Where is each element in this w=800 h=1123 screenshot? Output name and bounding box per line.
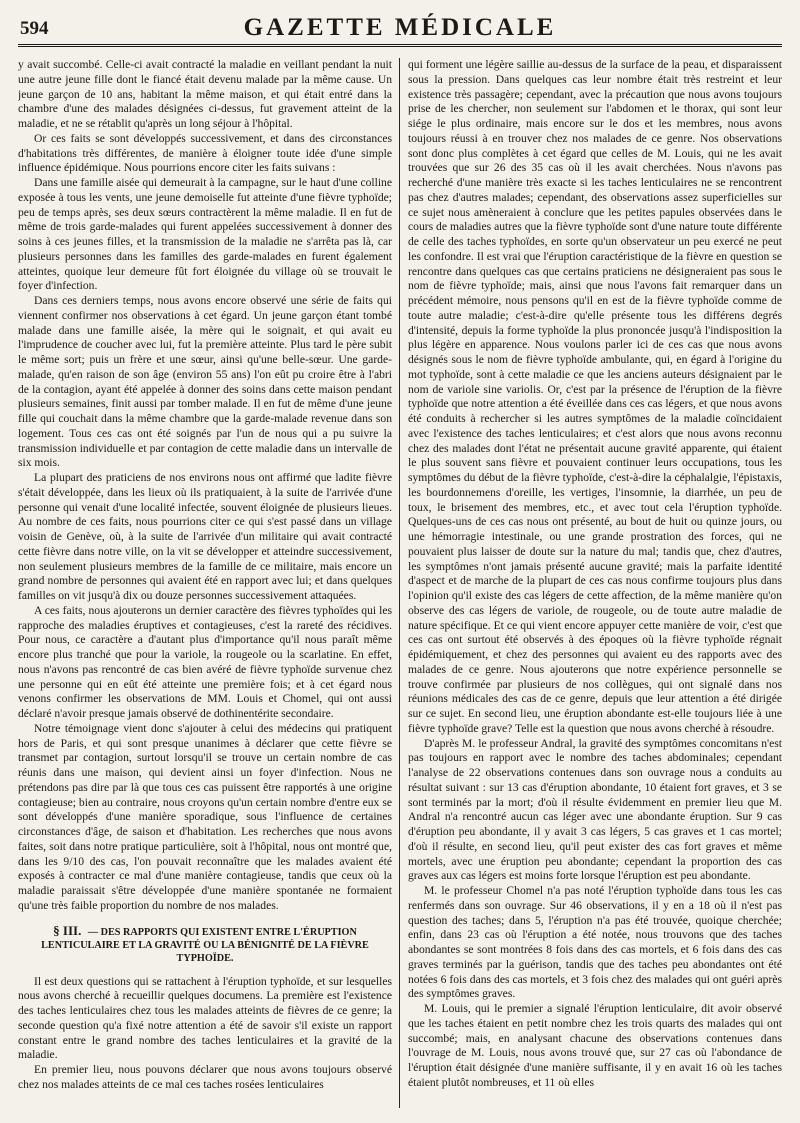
paragraph: D'après M. le professeur Andral, la gravité des symptômes concomitans n'est pas toujours en rapport avec le nombre des taches abdominales; cependant l'analyse de 22 observations contenues dans son ouvrage nous a conduits au résultat suivant : sur 13 cas d'éruption abondante, 10 étaient fort graves, et 3 se sont terminés par la mort; d'où il résulte évidemment en premier lieu que M. Andral n'a rencontré aucun cas léger avec une abondante éruption. Sur 9 cas d'éruption peu abondante, il y avait 3 cas légers, 5 cas graves et 1 cas mortel; d'où il résulte, en second lieu, qu'il peut exister des cas fort graves et même mortels, avec une éruption peu abondante; cependant la proportion des cas graves aux cas légers est moins forte lorsque l'éruption est peu abondante. [408,736,782,883]
paragraph: A ces faits, nous ajouterons un dernier caractère des fièvres typhoïdes qui les rapproche des maladies éruptives et contagieuses, c'est la rareté des récidives. Pour nous, ce caractère a d'autant plus d'importance qu'il nous paraît même encore plus tranché que pour la variole, la rougeole ou la scarlatine. En effet, nous n'avons pas rencontré de cas bien avéré de fièvre typhoïde survenue chez une personne qui en eût été atteinte une première fois; et à cet égard nous venons confirmer les observations de MM. Louis et Chomel, qui ont aussi déclaré n'avoir presque jamais observé de dothinentérite secondaire. [18,603,392,720]
paragraph: M. Louis, qui le premier a signalé l'éruption lenticulaire, dit avoir observé que les taches étaient en petit nombre chez les trois quarts des malades qui ont succombé; mais, en analysant chacune des observations contenues dans l'ouvrage de M. Louis, nous avons trouvé que, sur 27 cas où l'abondance de l'éruption était désignée d'une manière suffisante, il y en avait 16 où les taches étaient plutôt nombreuses, et 11 où elles [408,1002,782,1089]
section-heading [18,924,392,965]
paragraph: Dans une famille aisée qui demeurait à la campagne, sur le haut d'une colline exposée à tous les vents, une jeune demoiselle fut atteinte d'une fièvre typhoïde; peu de temps après, ses deux sœurs contractèrent la même maladie. Il en fut de même de trois garde-malades qui furent appelées successivement à donner des soins à ces jeunes filles, et la transmission de la maladie ne s'arrêta pas là, car plusieurs personnes dans les familles des garde-malades en furent également atteintes, quoique leur demeure fût fort éloignée du village où se trouvait le foyer d'infection. [18,176,392,293]
section-title: — DES RAPPORTS QUI EXISTENT ENTRE L'ÉRUPTION LENTICULAIRE ET LA GRAVITÉ OU LA BÉNIGNITÉ DE LA FIÈVRE TYPHOÏDE. [41,926,369,964]
paragraph: Dans ces derniers temps, nous avons encore observé une série de faits qui viennent confirmer nos observations à cet égard. Un jeune garçon étant tombé malade dans une famille aisée, la mère qui le soignait, et qui avait eu l'imprudence de coucher avec lui, fut la première atteinte. Plus tard le père subit le même sort; puis un frère et une sœur, ainsi qu'une belle-sœur. Une garde-malade, qu'en raison de son âge (environ 55 ans) l'on eût pu croire être à l'abri de la contagion, ayant été appelée à donner des soins dans cette maison pendant plusieurs semaines, finit aussi par tomber malade. Il en fut de même d'une jeune fille qui couchait dans la même chambre que la garde-malade revenue dans son logement. Tous ces cas ont été soignés par l'un de nous qui a pu suivre la transmission individuelle et par contagion de cette maladie dans un intervalle de six mois. [18,294,392,470]
page-header [18,10,782,47]
column-divider [399,58,400,1108]
right-column [408,58,782,1114]
paragraph: y avait succombé. Celle-ci avait contracté la maladie en veillant pendant la nuit une autre jeune fille dont le fiancé était devenu malade par la même cause. Un jeune garçon de 10 ans, habitant la même maison, et qui était entré dans la chambre d'une des malades désignées ci-dessus, fut gravement atteint de la maladie, et ne se rétablit qu'après un long séjour à l'hôpital. [18,58,392,130]
paragraph: Notre témoignage vient donc s'ajouter à celui des médecins qui pratiquent hors de Paris, et qui sont presque unanimes à déclarer que cette fièvre se transmet par contagion, surtout lorsqu'il se trouve un certain nombre de cas réunis dans une maison, qui devient ainsi un foyer d'infection. Nous ne prétendons pas dire par là que tous ces cas puissent être rapportés à une origine contagieuse; bien au contraire, nous croyons qu'un certain nombre d'entre eux se sont développés d'une manière sporadique, sous l'influence de certaines circonstances d'âge, de saison et d'habitation. Les recherches que nous avons faites, soit dans notre pratique particulière, soit à l'hôpital, nous ont montré que, dans les 9/10 des cas, l'on pouvait reconnaître que les malades avaient été exposés à contracter ce mal d'une manière contagieuse, tandis que ceux où la maladie paraissait s'être développée d'une manière spontanée ne formaient qu'une très faible proportion du nombre de nos malades. [18,721,392,912]
paragraph: M. le professeur Chomel n'a pas noté l'éruption typhoïde dans tous les cas renfermés dans son ouvrage. Sur 46 observations, il y en a 18 où il n'est pas question des taches; dans 5, l'éruption n'a pas été trouvée, quoique cherchée; enfin, dans 23 cas où l'éruption a été notée, nous trouvons que des taches abondantes se sont montrées 8 fois dans des cas mortels, et 6 fois dans des cas graves terminés par la guérison, tandis que des taches peu abondantes ont été notées 6 fois dans des cas mortels, et 3 fois chez des malades qui ont guéri après des symptômes graves. [408,884,782,1001]
page-number: 594 [20,18,49,39]
paragraph: qui forment une légère saillie au-dessus de la surface de la peau, et disparaissent sous la pression. Dans quelques cas leur nombre était très restreint et leur existence très passagère; cependant, avec la précaution que nous avons toujours prise de les chercher, non seulement sur l'abdomen et le thorax, qui sont leur siége le plus ordinaire, mais encore sur le dos et les membres, nous avons toujours réussi à en trouver chez nos malades de ce genre. Nos observations sont donc plus complètes à cet égard que celles de M. Louis, qui ne les avait trouvées que sur 26 des 35 cas où il les avait cherchées. Nous n'avons pas recherché d'une manière très exacte si les taches lenticulaires ne se rencontrent pas chez d'autres malades; cependant, des observations assez superficielles sur ce sujet nous amèneraient à conclure que les petites papules observées dans le cours de maladies autres que la fièvre typhoïde sont d'une nature toute différente de celle des taches typhoïdes, en sorte qu'un observateur un peu exercé ne peut les confondre. Il est vrai que l'éruption caractéristique de la fièvre en question se rencontre dans quelques cas que certains praticiens ne désigneraient pas sous le nom de fièvre typhoïde; mais, ainsi que nous l'avons fait remarquer dans un précédent mémoire, nous pensons qu'il en est de la fièvre typhoïde comme de toute autre maladie; c'est-à-dire qu'elle présente tous les différens degrés d'intensité, depuis la forme typhoïde la plus prononcée jusqu'à l'indisposition la plus légère en apparence. Nous voulons parler ici de ces cas que nous avons désignés sous le nom de fièvre typhoïde ambulante, qui, en égard à l'origine du mot typhoïde, sont à cette maladie ce que les anciens auteurs désignaient par le nom de variole sine variolis. Or, c'est par la présence de l'éruption de la fièvre typhoïde que notre attention a été éveillée dans ces cas légers, et que nous avons été conduits à rechercher si les autres symptômes de la maladie coïncidaient avec l'existence des taches lenticulaires; et c'est alors que nous avons reconnu chez des malades dont l'état ne présentait aucune gravité apparente, qui étaient le plus souvent sans fièvre et pouvaient continuer leurs occupations, tous les symptômes du début de la fièvre typhoïde, c'est-à-dire la céphalalgie, l'épistaxis, les bourdonnemens d'oreille, les vertiges, l'insomnie, la diarrhée, un peu de toux, le brisement des membres, etc., et avec tout cela l'éruption typhoïde. Quelques-uns de ces cas nous ont présenté, au bout de huit ou quinze jours, ou une hémorragie intestinale, ou une grande prostration des forces, qui ne pouvaient plus laisser de doute sur la nature du mal; tandis que, chez d'autres, les symptômes n'ont jamais présenté aucune gravité; mais la parfaite identité d'aspect et de marche de la plupart de ces cas nous confirme toujours plus dans l'opinion qu'il existe des cas légers de cette affection, de la même manière qu'on observe des cas légers de variole, de rougeole, ou de toute autre maladie de nature spécifique. Et ce qui vient encore appuyer cette manière de voir, c'est que ces cas ont surtout été observés à des époques où la fièvre typhoïde régnait épidémiquement, et chez des personnes qui avaient eu des rapports avec des malades de ce genre. Nous ajouterons que notre expérience personnelle se trouve confirmée par plusieurs de nos collègues, qui ont signalé dans nos réunions médicales des cas de ce genre, depuis que leur attention a été dirigée sur ce sujet. En second lieu, une éruption abondante est-elle toujours liée à une fièvre typhoïde grave? Telle est la question que nous avons cherché à résoudre. [408,58,782,735]
paragraph: Or ces faits se sont développés successivement, et dans des circonstances d'habitations très différentes, de manière à éloigner toute idée d'une simple influence épidémique. Nous pourrions encore citer les faits suivans : [18,131,392,175]
paragraph: Il est deux questions qui se rattachent à l'éruption typhoïde, et sur lesquelles nous avons cherché à recueillir quelques documens. La première est l'existence des taches lenticulaires chez tous les malades atteints de fièvres de ce genre; la seconde question qu'a fixé notre attention a été de savoir s'il existe un rapport constant entre le grand nombre des taches lenticulaires et la gravité de la maladie. [18,974,392,1062]
journal-title: GAZETTE MÉDICALE [243,14,557,41]
left-column [18,58,392,1114]
paragraph: La plupart des praticiens de nos environs nous ont affirmé que ladite fièvre s'était développée, dans les lieux où ils pratiquaient, à la suite de l'arrivée d'une personne qui venait d'une localité infectée, souvent éloignée de plusieurs lieues. Au nombre de ces faits, nous pourrions citer ce qui s'est passé dans un village voisin de Genève, où, à la suite de l'arrivée d'un militaire qui avait contracté cette fièvre dans notre ville, on la vit se développer et atteindre successivement, non seulement plusieurs membres de la famille de ce militaire, mais encore un grand nombre de personnes qui avaient été en rapport avec lui; et dans quelques familles on vit jusqu'à dix ou douze personnes successivement attaquées. [18,471,392,602]
section-number: § III. [53,922,82,938]
paragraph: En premier lieu, nous pouvons déclarer que nous avons toujours observé chez nos malades atteints de ce mal ces taches rosées lenticulaires [18,1063,392,1091]
